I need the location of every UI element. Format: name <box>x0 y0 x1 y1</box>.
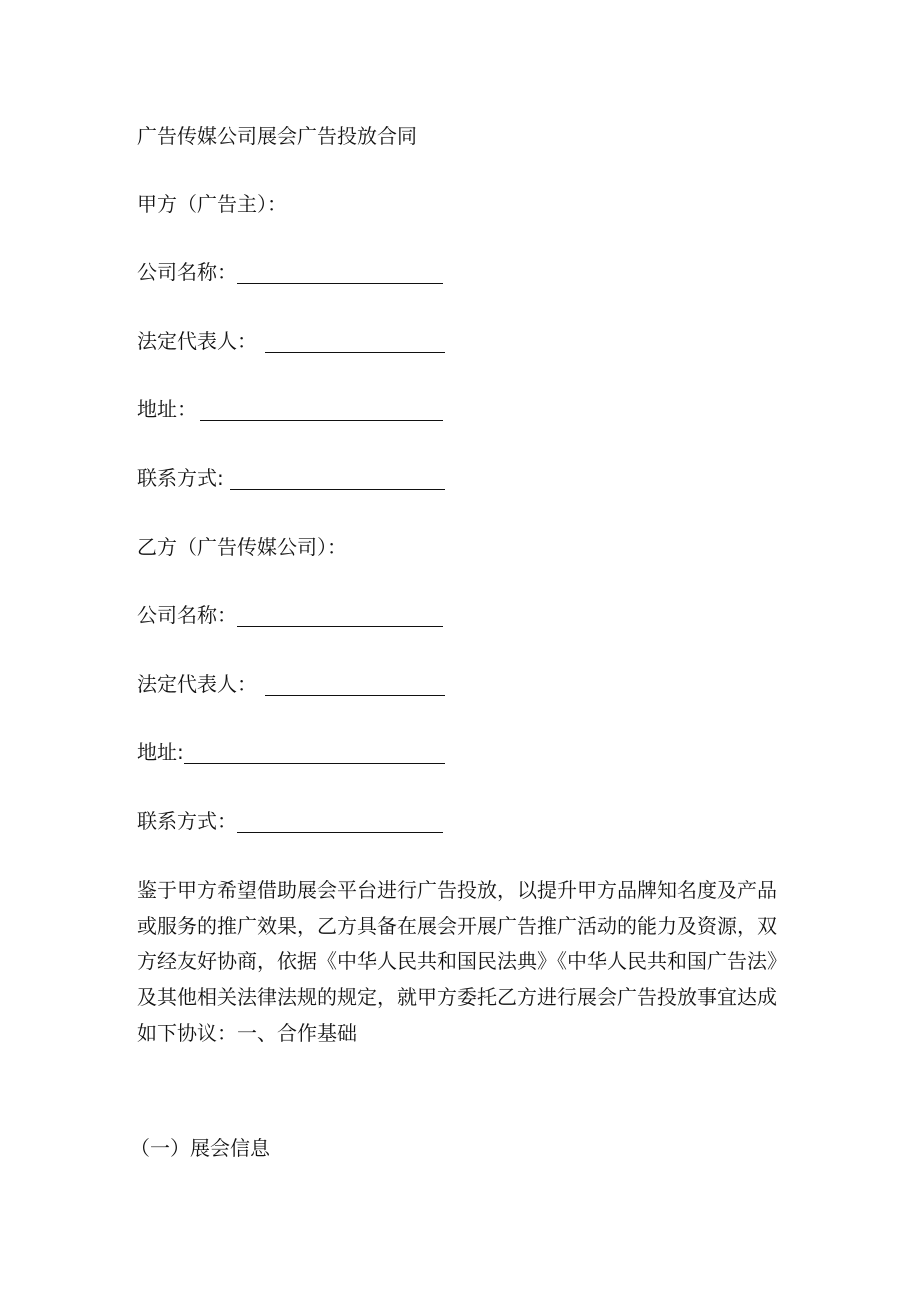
party-b-company-blank[interactable] <box>237 606 443 627</box>
party-a-company-label: 公司名称： <box>137 260 237 284</box>
party-b-heading: 乙方（广告传媒公司）： <box>137 535 347 559</box>
party-a-company-blank[interactable] <box>237 263 443 284</box>
party-b-contact-field <box>137 809 443 833</box>
party-b-address-label: 地址: <box>137 740 184 764</box>
document-title: 广告传媒公司展会广告投放合同 <box>137 124 417 148</box>
party-a-address-field <box>137 397 443 421</box>
party-b-address-field <box>137 740 445 764</box>
party-b-contact-label: 联系方式： <box>137 809 237 833</box>
party-b-rep-blank[interactable] <box>265 675 445 696</box>
party-a-contact-blank[interactable] <box>230 469 445 490</box>
party-a-rep-field <box>137 329 445 353</box>
party-a-rep-label: 法定代表人： <box>137 329 257 353</box>
party-b-company-field <box>137 603 443 627</box>
party-a-company-field <box>137 260 443 284</box>
preamble-paragraph <box>137 873 797 1052</box>
preamble-line: 方经友好协商，依据《中华人民共和国民法典》《中华人民共和国广告法》 <box>137 949 787 974</box>
party-a-contact-label: 联系方式: <box>137 466 224 490</box>
party-b-contact-blank[interactable] <box>237 812 443 833</box>
party-a-address-label: 地址： <box>137 397 197 421</box>
party-a-heading: 甲方（广告主）： <box>137 192 287 216</box>
party-b-company-label: 公司名称： <box>137 603 237 627</box>
preamble-line: 如下协议：一、合作基础 <box>137 1020 357 1045</box>
section-heading: （一）展会信息 <box>130 1136 270 1160</box>
party-a-contact-field <box>137 466 445 490</box>
party-a-address-blank[interactable] <box>200 400 443 421</box>
party-b-rep-field <box>137 672 445 696</box>
preamble-line: 鉴于甲方希望借助展会平台进行广告投放，以提升甲方品牌知名度及产品 <box>137 878 777 902</box>
preamble-line: 及其他相关法律法规的规定，就甲方委托乙方进行展会广告投放事宜达成 <box>137 985 777 1010</box>
party-a-rep-blank[interactable] <box>265 332 445 353</box>
party-b-address-blank[interactable] <box>184 743 445 764</box>
preamble-line: 或服务的推广效果，乙方具备在展会开展广告推广活动的能力及资源，双 <box>137 913 777 938</box>
party-b-rep-label: 法定代表人： <box>137 672 257 696</box>
